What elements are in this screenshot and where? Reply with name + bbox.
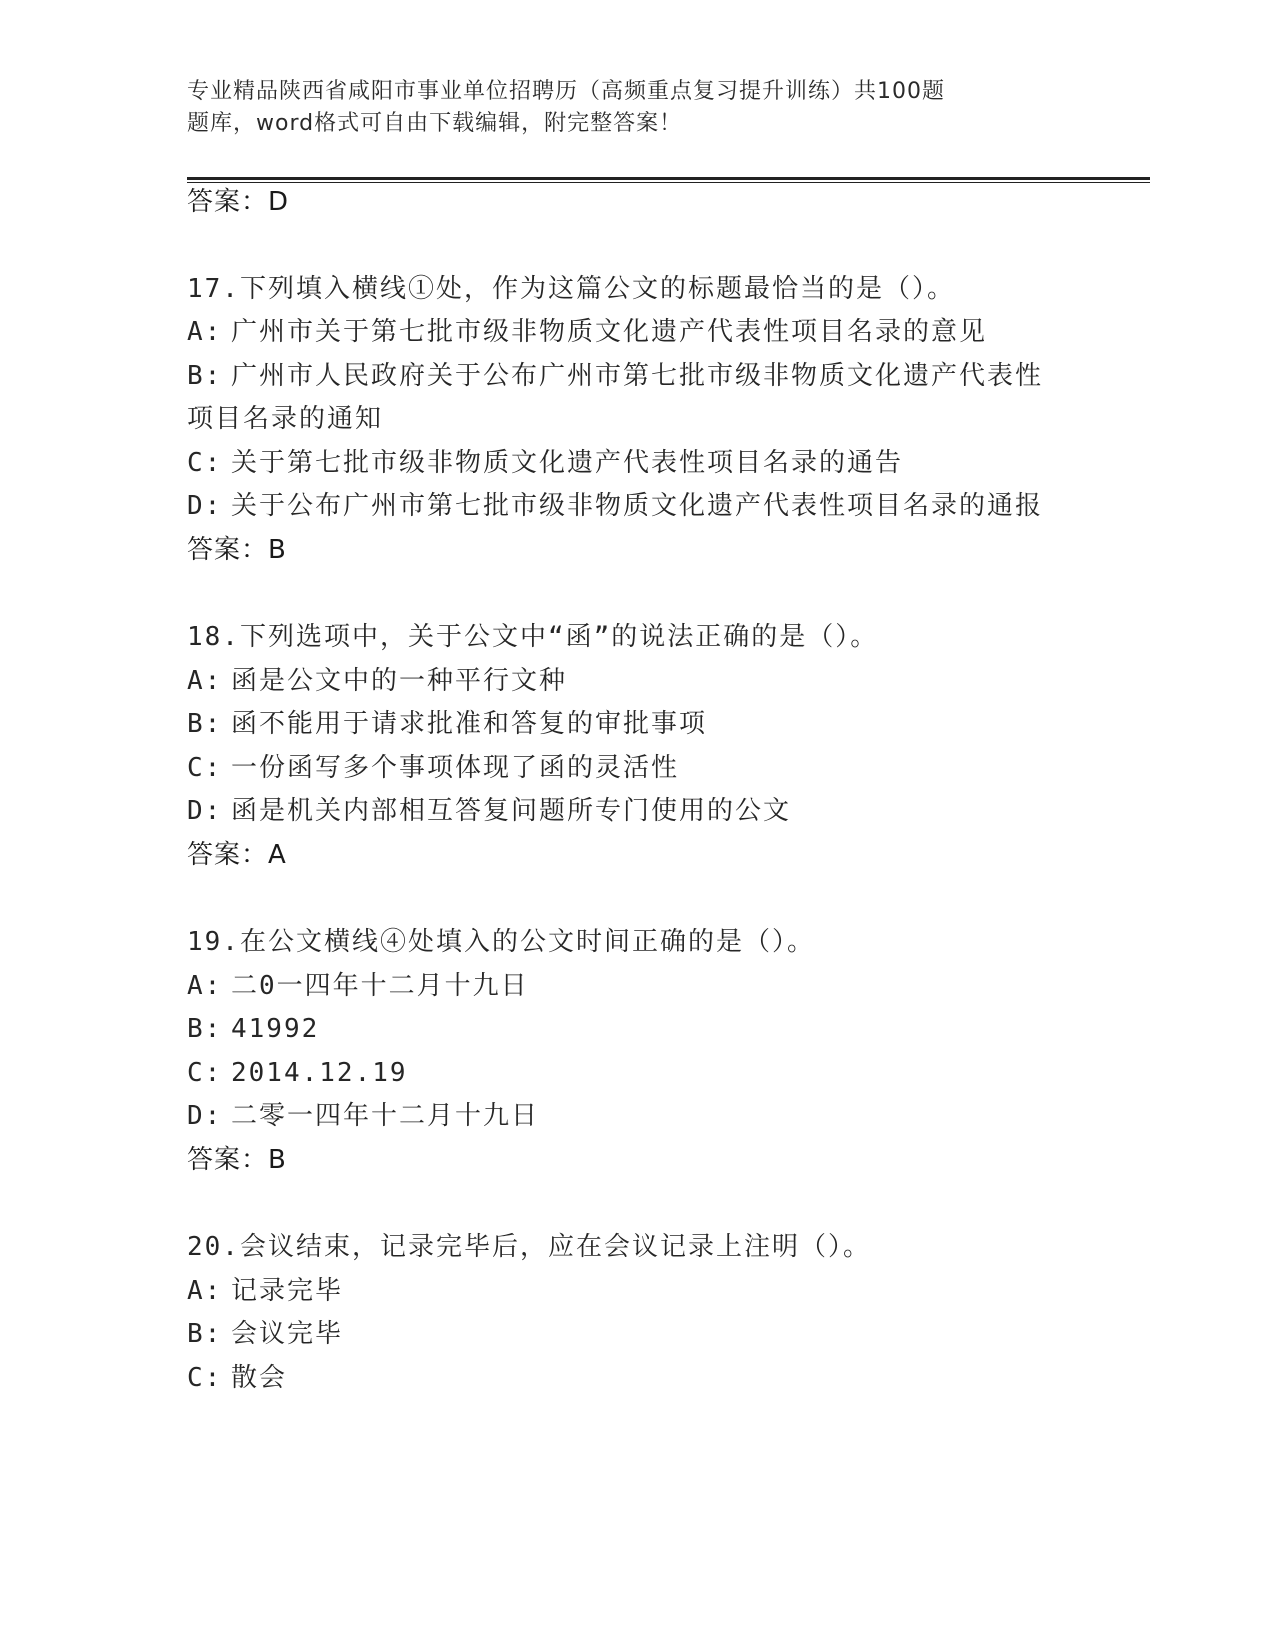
header-rule-thick bbox=[187, 177, 1150, 180]
question-18-option-a bbox=[187, 664, 567, 698]
question-20-option-a bbox=[187, 1274, 343, 1308]
question-text: 在公文横线④处填入的公文时间正确的是（）。 bbox=[239, 927, 815, 957]
header-rule-thin bbox=[187, 182, 1150, 183]
question-19-stem bbox=[187, 925, 815, 959]
question-18-stem bbox=[187, 620, 878, 654]
question-text: 下列选项中，关于公文中“函”的说法正确的是（）。 bbox=[239, 622, 879, 652]
option-text: 函是机关内部相互答复问题所专门使用的公文 bbox=[231, 796, 792, 826]
question-17-option-b-continued: 项目名录的通知 bbox=[187, 404, 384, 434]
option-text: 二0一四年十二月十九日 bbox=[231, 971, 529, 1001]
answer-19: 答案：B bbox=[187, 1145, 287, 1175]
question-19-option-d bbox=[187, 1099, 539, 1133]
question-19-option-a bbox=[187, 969, 529, 1003]
question-19-option-b bbox=[187, 1012, 319, 1046]
question-number: 19. bbox=[187, 927, 240, 957]
option-label: C: bbox=[187, 1363, 223, 1393]
option-label: C: bbox=[187, 753, 223, 783]
document-header bbox=[187, 76, 1067, 140]
option-text: 记录完毕 bbox=[231, 1276, 344, 1306]
option-text: 会议完毕 bbox=[231, 1319, 344, 1349]
option-text: 广州市人民政府关于公布广州市第七批市级非物质文化遗产代表性 bbox=[231, 361, 1044, 391]
option-label: B: bbox=[187, 1014, 223, 1044]
option-label: A: bbox=[187, 1276, 223, 1306]
option-text: 二零一四年十二月十九日 bbox=[231, 1101, 540, 1131]
question-19-option-c bbox=[187, 1056, 408, 1090]
option-text: 关于公布广州市第七批市级非物质文化遗产代表性项目名录的通报 bbox=[231, 491, 1044, 521]
question-17-option-d bbox=[187, 489, 1043, 523]
option-label: A: bbox=[187, 971, 223, 1001]
option-label: B: bbox=[187, 361, 223, 391]
question-20-option-c bbox=[187, 1361, 287, 1395]
question-number: 20. bbox=[187, 1232, 240, 1262]
question-18-option-d bbox=[187, 794, 791, 828]
option-text: 函不能用于请求批准和答复的审批事项 bbox=[231, 709, 708, 739]
option-label: B: bbox=[187, 709, 223, 739]
question-18-option-c bbox=[187, 751, 679, 785]
option-label: A: bbox=[187, 666, 223, 696]
question-number: 18. bbox=[187, 622, 240, 652]
question-17-option-c bbox=[187, 446, 903, 480]
question-18-option-b bbox=[187, 707, 707, 741]
question-20-stem bbox=[187, 1230, 871, 1264]
answer-16: 答案：D bbox=[187, 187, 290, 217]
answer-18: 答案：A bbox=[187, 840, 287, 870]
option-text: 广州市关于第七批市级非物质文化遗产代表性项目名录的意见 bbox=[231, 317, 988, 347]
option-label: D: bbox=[187, 491, 223, 521]
answer-17: 答案：B bbox=[187, 535, 287, 565]
option-text: 关于第七批市级非物质文化遗产代表性项目名录的通告 bbox=[231, 448, 904, 478]
option-text: 2014.12.19 bbox=[231, 1058, 408, 1088]
header-line-1: 专业精品陕西省咸阳市事业单位招聘历（高频重点复习提升训练）共100题 bbox=[187, 79, 945, 104]
header-line-2: 题库，word格式可自由下载编辑，附完整答案！ bbox=[187, 111, 683, 136]
option-label: C: bbox=[187, 448, 223, 478]
option-text: 散会 bbox=[231, 1363, 288, 1393]
option-label: C: bbox=[187, 1058, 223, 1088]
option-label: B: bbox=[187, 1319, 223, 1349]
option-text: 41992 bbox=[231, 1014, 320, 1044]
question-17-option-b bbox=[187, 359, 1043, 393]
question-20-option-b bbox=[187, 1317, 343, 1351]
question-text: 会议结束，记录完毕后，应在会议记录上注明（）。 bbox=[239, 1232, 871, 1262]
question-17-stem bbox=[187, 272, 955, 306]
question-number: 17. bbox=[187, 274, 240, 304]
question-17-option-a bbox=[187, 315, 987, 349]
option-text: 一份函写多个事项体现了函的灵活性 bbox=[231, 753, 680, 783]
question-text: 下列填入横线①处，作为这篇公文的标题最恰当的是（）。 bbox=[239, 274, 955, 304]
option-label: D: bbox=[187, 796, 223, 826]
option-text: 函是公文中的一种平行文种 bbox=[231, 666, 568, 696]
option-label: D: bbox=[187, 1101, 223, 1131]
option-label: A: bbox=[187, 317, 223, 347]
